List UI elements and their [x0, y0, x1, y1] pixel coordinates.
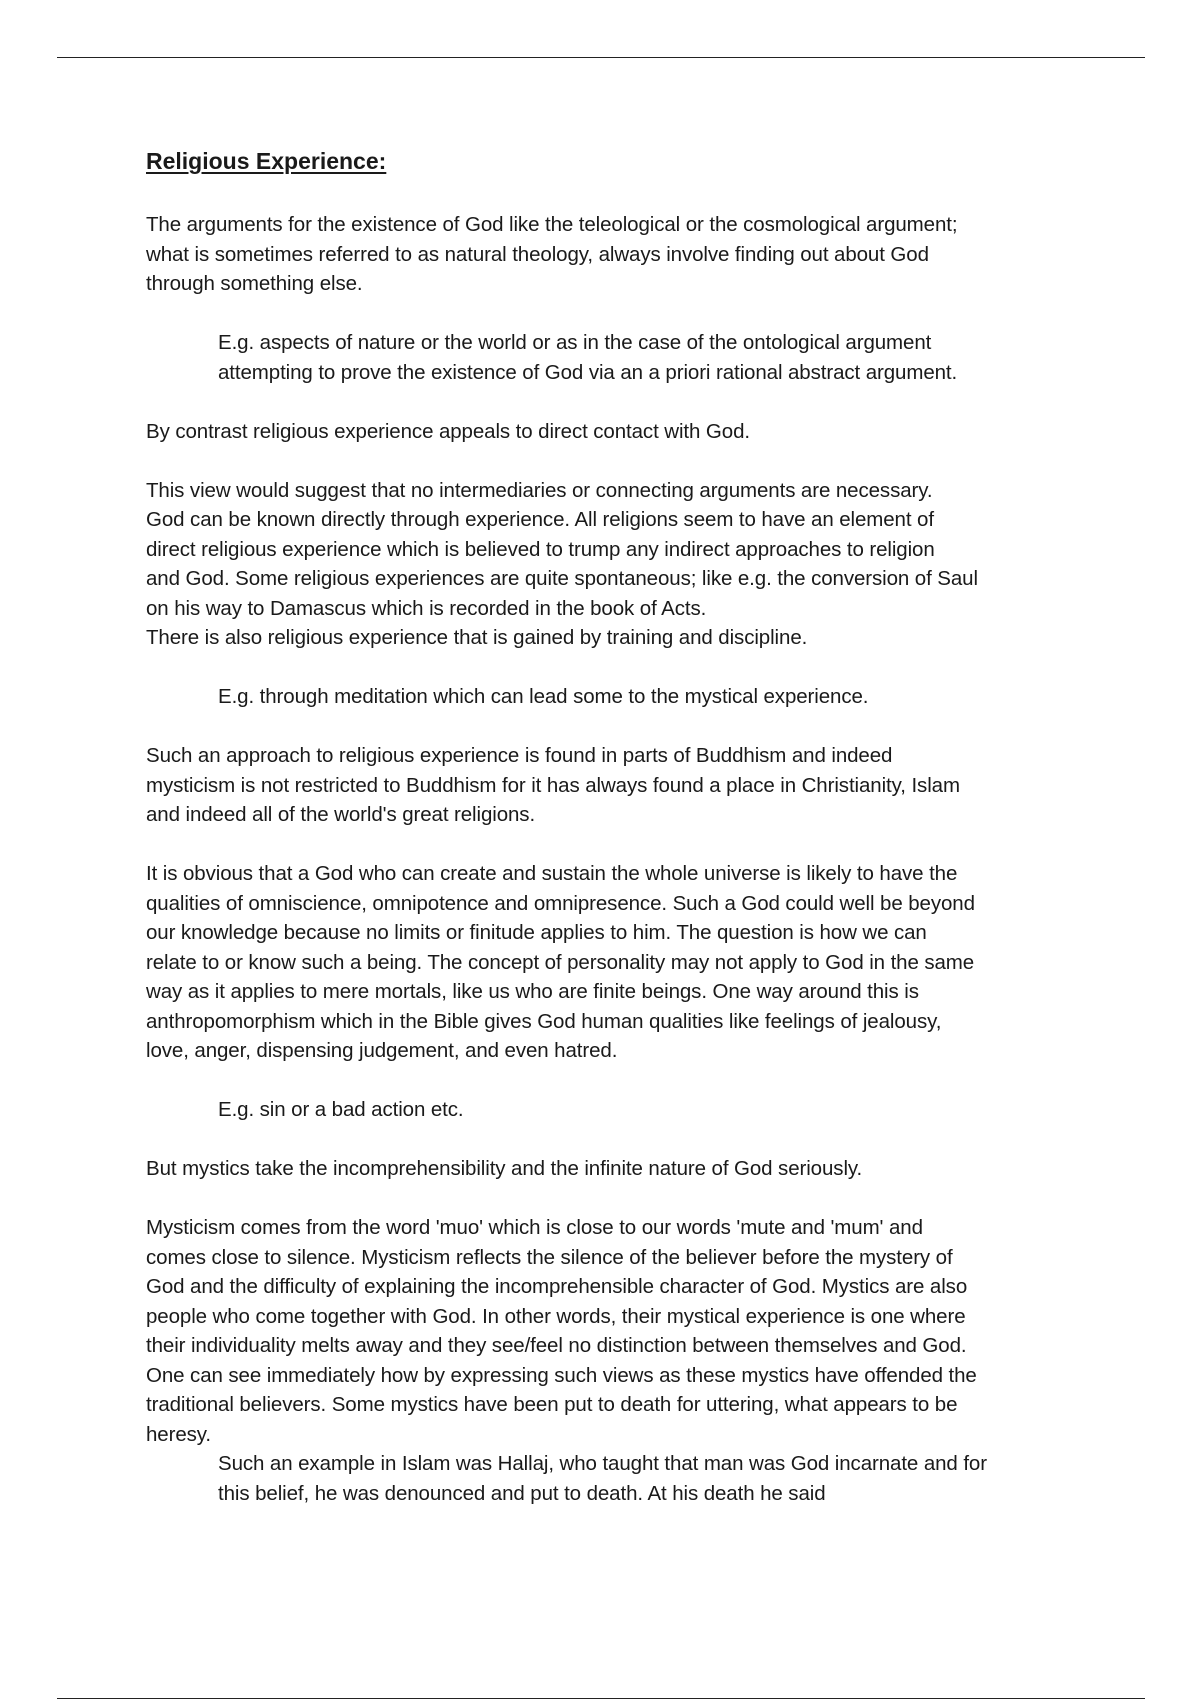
body-paragraph [146, 476, 1066, 653]
text-line: attempting to prove the existence of God via an a priori rational abstract argument. [218, 360, 958, 384]
paragraph-list [146, 210, 1066, 1508]
text-line: way as it applies to mere mortals, like us who are finite beings. One way around this is [146, 980, 919, 1003]
text-line: The arguments for the existence of God like the teleological or the cosmological argument; [146, 213, 958, 236]
body-paragraph [146, 417, 1066, 447]
text-line: comes close to silence. Mysticism reflects the silence of the believer before the mystery of [146, 1245, 953, 1269]
text-line: through something else. [146, 272, 363, 295]
text-line: our knowledge because no limits or finitude applies to him. The question is how we can [146, 921, 927, 944]
indented-example-paragraph [146, 1095, 1066, 1125]
body-paragraph [146, 1213, 1066, 1449]
text-line: what is sometimes referred to as natural theology, always involve finding out about God [146, 242, 929, 266]
text-line: traditional believers. Some mystics have been put to death for uttering, what appears to be [146, 1393, 958, 1416]
text-line: direct religious experience which is believed to trump any indirect approaches to religion [146, 537, 935, 561]
text-line: God and the difficulty of explaining the incomprehensible character of God. Mystics are also [146, 1275, 968, 1298]
indented-example-paragraph [146, 328, 1066, 387]
text-line: love, anger, dispensing judgement, and even hatred. [146, 1039, 618, 1062]
body-paragraph [146, 741, 1066, 830]
header-rule [57, 57, 1145, 58]
text-line: But mystics take the incomprehensibility and the infinite nature of God seriously. [146, 1157, 863, 1180]
text-line: heresy. [146, 1422, 212, 1446]
text-line: mysticism is not restricted to Buddhism for it has always found a place in Christianity, Islam [146, 773, 960, 797]
indented-example-paragraph [146, 1449, 1066, 1508]
text-line: anthropomorphism which in the Bible gives God human qualities like feelings of jealousy, [146, 1009, 942, 1033]
indented-example-paragraph [146, 682, 1066, 712]
text-line: and God. Some religious experiences are quite spontaneous; like e.g. the conversion of Saul [146, 567, 978, 590]
text-line: It is obvious that a God who can create and sustain the whole universe is likely to have the [146, 862, 958, 885]
text-line: on his way to Damascus which is recorded in the book of Acts. [146, 596, 707, 620]
body-paragraph [146, 859, 1066, 1066]
text-line: qualities of omniscience, omnipotence and omnipresence. Such a God could well be beyond [146, 891, 975, 915]
text-line: and indeed all of the world's great religions. [146, 803, 536, 826]
text-line: E.g. through meditation which can lead some to the mystical experience. [218, 685, 869, 708]
document-title: Religious Experience: [146, 148, 387, 174]
text-line: By contrast religious experience appeals to direct contact with God. [146, 419, 750, 443]
text-line: One can see immediately how by expressing such views as these mystics have offended the [146, 1363, 977, 1387]
text-line: E.g. aspects of nature or the world or as in the case of the ontological argument [218, 331, 932, 354]
text-line: Such an approach to religious experience is found in parts of Buddhism and indeed [146, 744, 893, 767]
text-line: There is also religious experience that is gained by training and discipline. [146, 626, 808, 649]
text-line: their individuality melts away and they see/feel no distinction between themselves and God. [146, 1334, 967, 1357]
body-paragraph [146, 210, 1066, 299]
document-body [146, 146, 1066, 1538]
text-line: Mysticism comes from the word 'muo' which is close to our words 'mute and 'mum' and [146, 1216, 923, 1239]
text-line: relate to or know such a being. The concept of personality may not apply to God in the same [146, 950, 975, 974]
text-line: E.g. sin or a bad action etc. [218, 1098, 464, 1121]
text-line: God can be known directly through experience. All religions seem to have an element of [146, 508, 934, 531]
body-paragraph [146, 1154, 1066, 1184]
text-line: people who come together with God. In other words, their mystical experience is one where [146, 1304, 966, 1328]
text-line: this belief, he was denounced and put to death. At his death he said [218, 1481, 826, 1505]
footer-rule [57, 1698, 1145, 1699]
text-line: This view would suggest that no intermediaries or connecting arguments are necessary. [146, 478, 933, 502]
text-line: Such an example in Islam was Hallaj, who taught that man was God incarnate and for [218, 1452, 987, 1475]
